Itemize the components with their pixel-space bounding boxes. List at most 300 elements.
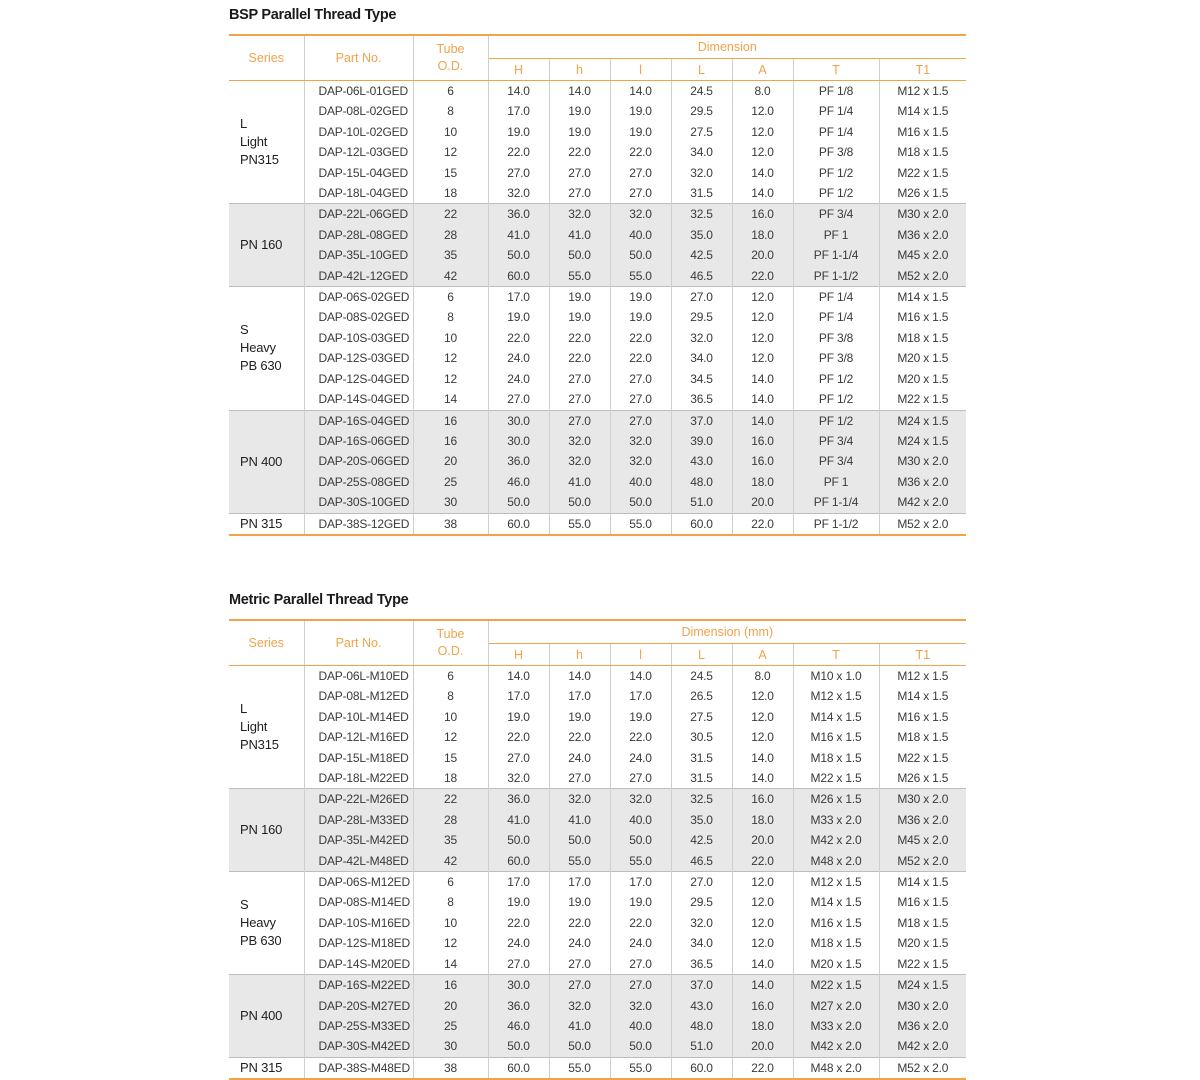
tube-od-cell: 22 — [413, 789, 488, 810]
thread-T1-cell: M52 x 2.0 — [879, 266, 966, 287]
table-row — [229, 142, 966, 162]
tube-od-cell: 20 — [413, 451, 488, 471]
dim-l-cell: 55.0 — [610, 1057, 671, 1079]
dim-l-cell: 17.0 — [610, 872, 671, 893]
table-row — [229, 472, 966, 492]
dim-l-cell: 27.0 — [610, 183, 671, 204]
dim-h-cell: 24.0 — [549, 933, 610, 953]
part-number-cell: DAP-08S-02GED — [304, 307, 413, 327]
tube-od-cell: 12 — [413, 348, 488, 368]
thread-T1-cell: M18 x 1.5 — [879, 142, 966, 162]
dim-A-cell: 14.0 — [732, 768, 793, 789]
dim-H-cell: 46.0 — [488, 1016, 549, 1036]
dim-A-cell: 16.0 — [732, 789, 793, 810]
part-number-cell: DAP-25S-08GED — [304, 472, 413, 492]
dim-A-cell: 12.0 — [732, 872, 793, 893]
dim-h-cell: 27.0 — [549, 183, 610, 204]
dim-A-cell: 20.0 — [732, 830, 793, 850]
thread-T-cell: PF 3/4 — [793, 451, 879, 471]
dim-h-cell: 27.0 — [549, 369, 610, 389]
table-header — [229, 620, 966, 666]
tube-od-cell: 42 — [413, 851, 488, 872]
dim-h-cell: 27.0 — [549, 389, 610, 410]
dim-h-cell: 41.0 — [549, 225, 610, 245]
series-header: Series — [229, 35, 304, 81]
thread-T-cell: PF 1-1/2 — [793, 513, 879, 535]
dim-l-cell: 55.0 — [610, 266, 671, 287]
tube-od-cell: 12 — [413, 933, 488, 953]
part-no-header: Part No. — [304, 620, 413, 666]
dim-L-cell: 30.5 — [671, 727, 732, 747]
tube-od-cell: 14 — [413, 954, 488, 975]
part-number-cell: DAP-35L-10GED — [304, 245, 413, 265]
part-number-cell: DAP-38S-M48ED — [304, 1057, 413, 1079]
dim-L-cell: 42.5 — [671, 245, 732, 265]
dim-h-cell: 22.0 — [549, 348, 610, 368]
dim-A-cell: 14.0 — [732, 975, 793, 996]
dim-H-cell: 22.0 — [488, 142, 549, 162]
thread-T-cell: PF 1/8 — [793, 81, 879, 102]
table-row — [229, 307, 966, 327]
dim-H-cell: 27.0 — [488, 163, 549, 183]
thread-T-cell: PF 3/8 — [793, 328, 879, 348]
thread-T1-cell: M45 x 2.0 — [879, 245, 966, 265]
dim-H-cell: 19.0 — [488, 122, 549, 142]
dim-H-cell: 27.0 — [488, 748, 549, 768]
thread-T1-cell: M30 x 2.0 — [879, 451, 966, 471]
dim-l-cell: 19.0 — [610, 707, 671, 727]
dim-L-cell: 26.5 — [671, 686, 732, 706]
table-row — [229, 851, 966, 872]
dimension-subheader: H — [488, 59, 549, 81]
dimension-subheader: A — [732, 644, 793, 666]
tube-od-cell: 16 — [413, 410, 488, 431]
thread-T1-cell: M26 x 1.5 — [879, 768, 966, 789]
table-row — [229, 913, 966, 933]
dim-A-cell: 12.0 — [732, 328, 793, 348]
thread-T-cell: PF 3/8 — [793, 142, 879, 162]
dim-l-cell: 24.0 — [610, 933, 671, 953]
thread-T-cell: M42 x 2.0 — [793, 830, 879, 850]
dim-A-cell: 12.0 — [732, 913, 793, 933]
thread-T1-cell: M36 x 2.0 — [879, 810, 966, 830]
dim-L-cell: 43.0 — [671, 451, 732, 471]
dim-H-cell: 24.0 — [488, 348, 549, 368]
dim-h-cell: 19.0 — [549, 707, 610, 727]
thread-T1-cell: M16 x 1.5 — [879, 307, 966, 327]
dim-h-cell: 41.0 — [549, 472, 610, 492]
dim-A-cell: 22.0 — [732, 266, 793, 287]
dim-l-cell: 50.0 — [610, 830, 671, 850]
dim-A-cell: 12.0 — [732, 101, 793, 121]
tube-od-cell: 10 — [413, 707, 488, 727]
dim-A-cell: 12.0 — [732, 686, 793, 706]
thread-T1-cell: M36 x 2.0 — [879, 225, 966, 245]
dim-L-cell: 34.5 — [671, 369, 732, 389]
dim-h-cell: 27.0 — [549, 410, 610, 431]
thread-T-cell: PF 1/2 — [793, 369, 879, 389]
thread-T-cell: M10 x 1.0 — [793, 666, 879, 687]
dim-l-cell: 17.0 — [610, 686, 671, 706]
series-label: S Heavy PB 630 — [229, 872, 304, 975]
dim-h-cell: 32.0 — [549, 996, 610, 1016]
dim-l-cell: 22.0 — [610, 142, 671, 162]
dim-l-cell: 32.0 — [610, 996, 671, 1016]
dim-L-cell: 60.0 — [671, 1057, 732, 1079]
thread-T-cell: PF 1 — [793, 472, 879, 492]
table-row — [229, 204, 966, 225]
dim-l-cell: 27.0 — [610, 954, 671, 975]
dim-l-cell: 27.0 — [610, 389, 671, 410]
dim-l-cell: 27.0 — [610, 410, 671, 431]
dim-A-cell: 14.0 — [732, 748, 793, 768]
part-number-cell: DAP-06S-02GED — [304, 287, 413, 308]
tube-od-cell: 8 — [413, 307, 488, 327]
part-number-cell: DAP-06L-M10ED — [304, 666, 413, 687]
dim-h-cell: 32.0 — [549, 431, 610, 451]
tube-od-cell: 6 — [413, 872, 488, 893]
dim-h-cell: 41.0 — [549, 1016, 610, 1036]
part-number-cell: DAP-12L-M16ED — [304, 727, 413, 747]
thread-T1-cell: M24 x 1.5 — [879, 431, 966, 451]
dim-L-cell: 43.0 — [671, 996, 732, 1016]
dim-l-cell: 32.0 — [610, 451, 671, 471]
table-body — [229, 666, 966, 1080]
dim-h-cell: 22.0 — [549, 328, 610, 348]
dim-L-cell: 32.5 — [671, 789, 732, 810]
table-body — [229, 81, 966, 535]
thread-T1-cell: M20 x 1.5 — [879, 933, 966, 953]
dim-H-cell: 27.0 — [488, 954, 549, 975]
part-number-cell: DAP-18L-M22ED — [304, 768, 413, 789]
dim-H-cell: 60.0 — [488, 513, 549, 535]
thread-T1-cell: M18 x 1.5 — [879, 328, 966, 348]
dim-H-cell: 60.0 — [488, 1057, 549, 1079]
part-number-cell: DAP-08L-M12ED — [304, 686, 413, 706]
table-row — [229, 266, 966, 287]
dim-A-cell: 18.0 — [732, 225, 793, 245]
dim-h-cell: 14.0 — [549, 81, 610, 102]
dim-L-cell: 35.0 — [671, 810, 732, 830]
section-title: Metric Parallel Thread Type — [229, 592, 409, 608]
dim-l-cell: 19.0 — [610, 307, 671, 327]
dimension-subheader: T1 — [879, 59, 966, 81]
dim-L-cell: 24.5 — [671, 81, 732, 102]
thread-T1-cell: M24 x 1.5 — [879, 410, 966, 431]
dim-H-cell: 50.0 — [488, 830, 549, 850]
tube-od-cell: 30 — [413, 1036, 488, 1057]
series-label: PN 400 — [229, 410, 304, 513]
dim-A-cell: 18.0 — [732, 1016, 793, 1036]
part-number-cell: DAP-15L-04GED — [304, 163, 413, 183]
tube-od-cell: 18 — [413, 183, 488, 204]
part-number-cell: DAP-08L-02GED — [304, 101, 413, 121]
dim-l-cell: 14.0 — [610, 81, 671, 102]
table-row — [229, 707, 966, 727]
thread-T-cell: M16 x 1.5 — [793, 913, 879, 933]
dim-h-cell: 14.0 — [549, 666, 610, 687]
dim-L-cell: 34.0 — [671, 348, 732, 368]
table-row — [229, 1057, 966, 1079]
tube-od-cell: 15 — [413, 163, 488, 183]
dim-L-cell: 34.0 — [671, 142, 732, 162]
part-number-cell: DAP-20S-06GED — [304, 451, 413, 471]
thread-T1-cell: M52 x 2.0 — [879, 513, 966, 535]
dim-H-cell: 36.0 — [488, 204, 549, 225]
dim-l-cell: 14.0 — [610, 666, 671, 687]
dim-A-cell: 12.0 — [732, 122, 793, 142]
thread-T1-cell: M14 x 1.5 — [879, 872, 966, 893]
tube-od-cell: 38 — [413, 513, 488, 535]
bsp-thread-table — [229, 34, 966, 536]
dim-L-cell: 46.5 — [671, 851, 732, 872]
dim-L-cell: 51.0 — [671, 1036, 732, 1057]
dim-l-cell: 19.0 — [610, 122, 671, 142]
tube-od-cell: 28 — [413, 225, 488, 245]
part-number-cell: DAP-06S-M12ED — [304, 872, 413, 893]
dim-L-cell: 32.5 — [671, 204, 732, 225]
tube-od-cell: 12 — [413, 369, 488, 389]
thread-T1-cell: M52 x 2.0 — [879, 1057, 966, 1079]
table-row — [229, 348, 966, 368]
thread-T1-cell: M16 x 1.5 — [879, 892, 966, 912]
thread-T-cell: PF 3/4 — [793, 431, 879, 451]
part-number-cell: DAP-16S-04GED — [304, 410, 413, 431]
thread-T1-cell: M22 x 1.5 — [879, 954, 966, 975]
dim-h-cell: 22.0 — [549, 727, 610, 747]
series-label: PN 315 — [229, 1057, 304, 1079]
dim-A-cell: 22.0 — [732, 513, 793, 535]
dim-A-cell: 12.0 — [732, 707, 793, 727]
thread-T1-cell: M12 x 1.5 — [879, 81, 966, 102]
dim-H-cell: 36.0 — [488, 789, 549, 810]
part-number-cell: DAP-18L-04GED — [304, 183, 413, 204]
dimension-subheader: L — [671, 59, 732, 81]
thread-T1-cell: M22 x 1.5 — [879, 389, 966, 410]
thread-T-cell: PF 3/8 — [793, 348, 879, 368]
table-row — [229, 810, 966, 830]
dim-A-cell: 12.0 — [732, 892, 793, 912]
table-row — [229, 163, 966, 183]
tube-od-cell: 20 — [413, 996, 488, 1016]
table-row — [229, 369, 966, 389]
dim-l-cell: 40.0 — [610, 225, 671, 245]
dim-L-cell: 27.0 — [671, 872, 732, 893]
thread-T-cell: PF 1/4 — [793, 307, 879, 327]
table-row — [229, 101, 966, 121]
table-row — [229, 789, 966, 810]
tube-od-cell: 6 — [413, 666, 488, 687]
thread-T1-cell: M24 x 1.5 — [879, 975, 966, 996]
dim-H-cell: 17.0 — [488, 287, 549, 308]
tube-od-cell: 35 — [413, 830, 488, 850]
thread-T-cell: M48 x 2.0 — [793, 1057, 879, 1079]
thread-T1-cell: M16 x 1.5 — [879, 122, 966, 142]
dim-A-cell: 20.0 — [732, 492, 793, 513]
table-row — [229, 1016, 966, 1036]
thread-T1-cell: M36 x 2.0 — [879, 472, 966, 492]
dimension-subheader: A — [732, 59, 793, 81]
part-number-cell: DAP-30S-10GED — [304, 492, 413, 513]
dim-H-cell: 30.0 — [488, 410, 549, 431]
table-row — [229, 389, 966, 410]
thread-T-cell: PF 1/4 — [793, 122, 879, 142]
dim-A-cell: 22.0 — [732, 851, 793, 872]
part-number-cell: DAP-14S-04GED — [304, 389, 413, 410]
thread-T-cell: PF 1/2 — [793, 410, 879, 431]
tube-od-cell: 30 — [413, 492, 488, 513]
dim-H-cell: 17.0 — [488, 872, 549, 893]
dimension-subheader: L — [671, 644, 732, 666]
table-row — [229, 954, 966, 975]
thread-T-cell: M16 x 1.5 — [793, 727, 879, 747]
dim-l-cell: 55.0 — [610, 513, 671, 535]
dimension-subheader: h — [549, 59, 610, 81]
tube-od-cell: 25 — [413, 1016, 488, 1036]
dim-A-cell: 14.0 — [732, 183, 793, 204]
table-row — [229, 225, 966, 245]
dim-H-cell: 60.0 — [488, 266, 549, 287]
part-number-cell: DAP-28L-08GED — [304, 225, 413, 245]
dim-h-cell: 55.0 — [549, 1057, 610, 1079]
tube-od-cell: 12 — [413, 142, 488, 162]
thread-T1-cell: M20 x 1.5 — [879, 348, 966, 368]
part-number-cell: DAP-10L-M14ED — [304, 707, 413, 727]
table-row — [229, 513, 966, 535]
dim-A-cell: 16.0 — [732, 451, 793, 471]
dim-h-cell: 19.0 — [549, 101, 610, 121]
dim-l-cell: 55.0 — [610, 851, 671, 872]
tube-od-cell: 16 — [413, 975, 488, 996]
thread-T-cell: M18 x 1.5 — [793, 748, 879, 768]
table-row — [229, 183, 966, 204]
thread-T-cell: M27 x 2.0 — [793, 996, 879, 1016]
thread-T-cell: PF 1/2 — [793, 163, 879, 183]
part-number-cell: DAP-10S-M16ED — [304, 913, 413, 933]
header-row — [229, 620, 966, 644]
part-number-cell: DAP-12S-04GED — [304, 369, 413, 389]
series-header: Series — [229, 620, 304, 666]
dim-A-cell: 12.0 — [732, 727, 793, 747]
dim-A-cell: 20.0 — [732, 1036, 793, 1057]
dim-A-cell: 12.0 — [732, 933, 793, 953]
dim-A-cell: 12.0 — [732, 142, 793, 162]
series-label: L Light PN315 — [240, 116, 279, 168]
thread-T-cell: M22 x 1.5 — [793, 768, 879, 789]
dim-H-cell: 50.0 — [488, 245, 549, 265]
dim-A-cell: 8.0 — [732, 666, 793, 687]
series-label: PN 315 — [229, 513, 304, 535]
dimension-subheader: l — [610, 644, 671, 666]
dim-l-cell: 50.0 — [610, 1036, 671, 1057]
dim-h-cell: 19.0 — [549, 122, 610, 142]
thread-T1-cell: M16 x 1.5 — [879, 707, 966, 727]
dim-h-cell: 24.0 — [549, 748, 610, 768]
dim-L-cell: 31.5 — [671, 748, 732, 768]
thread-T-cell: M33 x 2.0 — [793, 1016, 879, 1036]
series-label: PN 400 — [229, 975, 304, 1058]
thread-T1-cell: M42 x 2.0 — [879, 1036, 966, 1057]
thread-T-cell: PF 1/4 — [793, 101, 879, 121]
thread-T1-cell: M14 x 1.5 — [879, 287, 966, 308]
dim-L-cell: 29.5 — [671, 307, 732, 327]
bsp-thread-section — [229, 5, 966, 536]
dim-h-cell: 32.0 — [549, 451, 610, 471]
dim-H-cell: 46.0 — [488, 472, 549, 492]
dim-A-cell: 14.0 — [732, 954, 793, 975]
dim-L-cell: 27.5 — [671, 707, 732, 727]
table-row — [229, 287, 966, 308]
dim-H-cell: 32.0 — [488, 768, 549, 789]
dim-l-cell: 50.0 — [610, 492, 671, 513]
thread-T-cell: M18 x 1.5 — [793, 933, 879, 953]
table-row — [229, 1036, 966, 1057]
table-row — [229, 748, 966, 768]
dim-l-cell: 22.0 — [610, 328, 671, 348]
dim-L-cell: 32.0 — [671, 328, 732, 348]
dim-H-cell: 19.0 — [488, 707, 549, 727]
dim-h-cell: 27.0 — [549, 163, 610, 183]
dim-H-cell: 50.0 — [488, 1036, 549, 1057]
tube-od-cell: 8 — [413, 892, 488, 912]
dim-A-cell: 14.0 — [732, 369, 793, 389]
dim-h-cell: 50.0 — [549, 245, 610, 265]
tube-od-cell: 14 — [413, 389, 488, 410]
part-number-cell: DAP-10L-02GED — [304, 122, 413, 142]
dim-L-cell: 51.0 — [671, 492, 732, 513]
tube-od-cell: 35 — [413, 245, 488, 265]
dim-A-cell: 20.0 — [732, 245, 793, 265]
dim-L-cell: 48.0 — [671, 472, 732, 492]
dim-L-cell: 31.5 — [671, 768, 732, 789]
dim-h-cell: 50.0 — [549, 492, 610, 513]
dim-l-cell: 27.0 — [610, 369, 671, 389]
table-row — [229, 727, 966, 747]
dim-h-cell: 55.0 — [549, 851, 610, 872]
thread-T1-cell: M30 x 2.0 — [879, 996, 966, 1016]
dimension-subheader: H — [488, 644, 549, 666]
dim-l-cell: 40.0 — [610, 1016, 671, 1036]
table-row — [229, 872, 966, 893]
series-label: PN 160 — [229, 789, 304, 872]
dim-L-cell: 27.5 — [671, 122, 732, 142]
dim-A-cell: 22.0 — [732, 1057, 793, 1079]
metric-thread-section — [229, 590, 966, 1080]
dimension-header: Dimension — [488, 35, 966, 59]
part-number-cell: DAP-06L-01GED — [304, 81, 413, 102]
dim-h-cell: 19.0 — [549, 287, 610, 308]
dim-L-cell: 24.5 — [671, 666, 732, 687]
table-row — [229, 996, 966, 1016]
table-row — [229, 451, 966, 471]
dimension-subheader: h — [549, 644, 610, 666]
dim-h-cell: 50.0 — [549, 1036, 610, 1057]
part-number-cell: DAP-22L-06GED — [304, 204, 413, 225]
thread-T-cell: M12 x 1.5 — [793, 686, 879, 706]
series-label: L Light PN315 — [240, 701, 279, 753]
dim-L-cell: 39.0 — [671, 431, 732, 451]
dim-H-cell: 14.0 — [488, 666, 549, 687]
dim-l-cell: 27.0 — [610, 975, 671, 996]
dim-A-cell: 12.0 — [732, 348, 793, 368]
thread-T-cell: PF 1-1/4 — [793, 492, 879, 513]
dim-H-cell: 41.0 — [488, 810, 549, 830]
thread-T-cell: M12 x 1.5 — [793, 872, 879, 893]
dim-H-cell: 17.0 — [488, 686, 549, 706]
header-row — [229, 35, 966, 59]
dim-H-cell: 30.0 — [488, 975, 549, 996]
table-header — [229, 35, 966, 81]
